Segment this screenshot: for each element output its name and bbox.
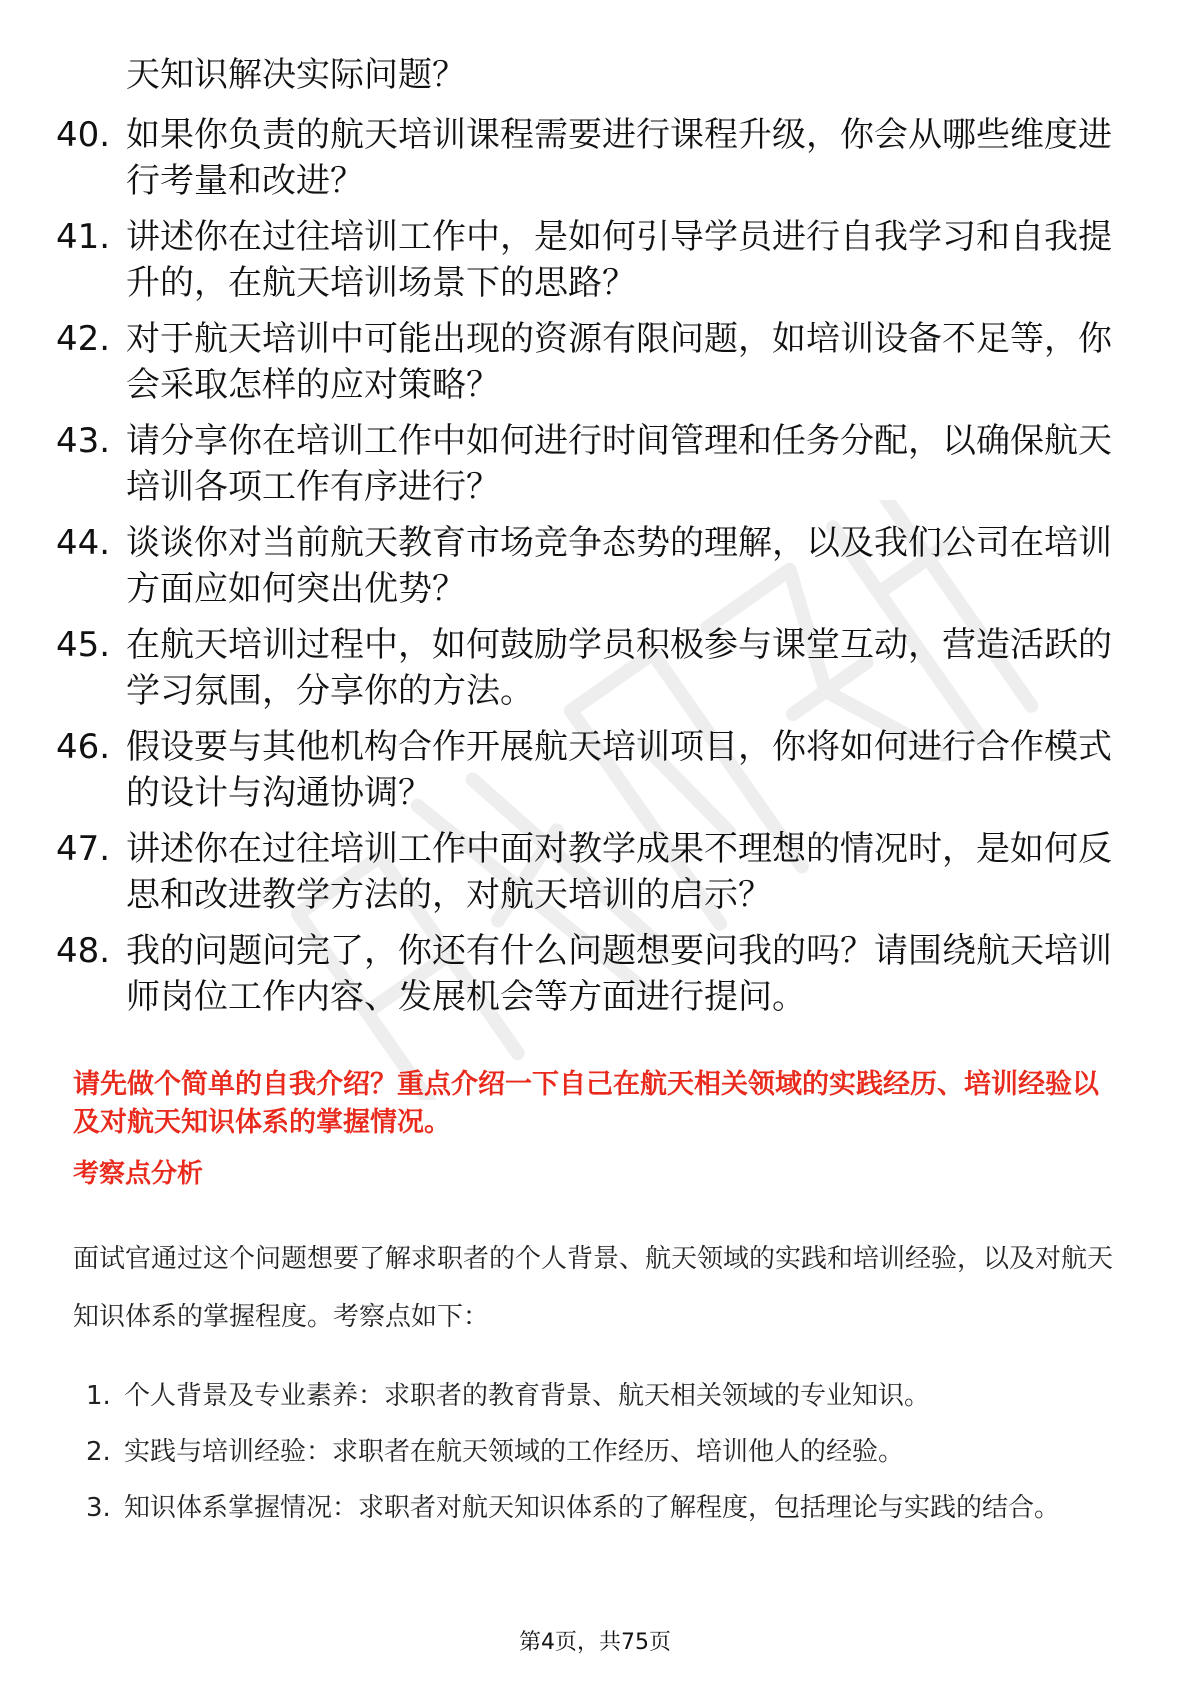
question-list <box>0 112 1190 1030</box>
question-item <box>0 112 1190 204</box>
question-number: 48. <box>56 931 111 971</box>
question-text: 讲述你在过往培训工作中面对教学成果不理想的情况时，是如何反思和改进教学方法的，对航天培训的启示？ <box>126 829 1112 915</box>
question-item <box>0 622 1190 714</box>
point-text: 知识体系掌握情况：求职者对航天知识体系的了解程度，包括理论与实践的结合。 <box>124 1493 1061 1523</box>
question-number: 47. <box>56 829 111 869</box>
question-item <box>0 928 1190 1020</box>
question-number: 44. <box>56 523 111 563</box>
question-item <box>0 826 1190 918</box>
question-text: 在航天培训过程中，如何鼓励学员积极参与课堂互动，营造活跃的学习氛围，分享你的方法。 <box>126 625 1112 711</box>
assessment-point <box>0 1368 1190 1424</box>
question-number: 46. <box>56 727 111 767</box>
page-footer: 第4页，共75页 <box>519 1630 671 1655</box>
assessment-point-list <box>0 1368 1190 1536</box>
question-number: 45. <box>56 625 111 665</box>
highlighted-question: 请先做个简单的自我介绍？重点介绍一下自己在航天相关领域的实践经历、培训经验以及对航天知识体系的掌握情况。 <box>73 1069 1099 1138</box>
point-number: 3. <box>86 1493 111 1523</box>
question-number: 43. <box>56 421 111 461</box>
analysis-intro: 面试官通过这个问题想要了解求职者的个人背景、航天领域的实践和培训经验，以及对航天知识体系的掌握程度。考察点如下： <box>73 1244 1114 1332</box>
question-item <box>0 316 1190 408</box>
question-number: 41. <box>56 217 111 257</box>
continued-question-text: 天知识解决实际问题？ <box>126 55 466 95</box>
analysis-heading: 考察点分析 <box>73 1159 204 1189</box>
point-number: 2. <box>86 1437 111 1467</box>
point-number: 1. <box>86 1381 111 1411</box>
assessment-point <box>0 1480 1190 1536</box>
question-item <box>0 214 1190 306</box>
question-text: 请分享你在培训工作中如何进行时间管理和任务分配，以确保航天培训各项工作有序进行？ <box>126 421 1112 507</box>
question-text: 讲述你在过往培训工作中，是如何引导学员进行自我学习和自我提升的，在航天培训场景下的思路？ <box>126 217 1112 303</box>
assessment-point <box>0 1424 1190 1480</box>
question-item <box>0 724 1190 816</box>
question-number: 40. <box>56 115 111 155</box>
question-text: 如果你负责的航天培训课程需要进行课程升级，你会从哪些维度进行考量和改进？ <box>126 115 1112 201</box>
point-text: 实践与培训经验：求职者在航天领域的工作经历、培训他人的经验。 <box>124 1437 905 1467</box>
question-text: 假设要与其他机构合作开展航天培训项目，你将如何进行合作模式的设计与沟通协调？ <box>126 727 1112 813</box>
point-text: 个人背景及专业素养：求职者的教育背景、航天相关领域的专业知识。 <box>124 1381 931 1411</box>
question-text: 我的问题问完了，你还有什么问题想要问我的吗？请围绕航天培训师岗位工作内容、发展机会等方面进行提问。 <box>126 931 1112 1017</box>
question-text: 对于航天培训中可能出现的资源有限问题，如培训设备不足等，你会采取怎样的应对策略？ <box>126 319 1112 405</box>
question-number: 42. <box>56 319 111 359</box>
question-item <box>0 520 1190 612</box>
question-item <box>0 418 1190 510</box>
question-text: 谈谈你对当前航天教育市场竞争态势的理解，以及我们公司在培训方面应如何突出优势？ <box>126 523 1112 609</box>
